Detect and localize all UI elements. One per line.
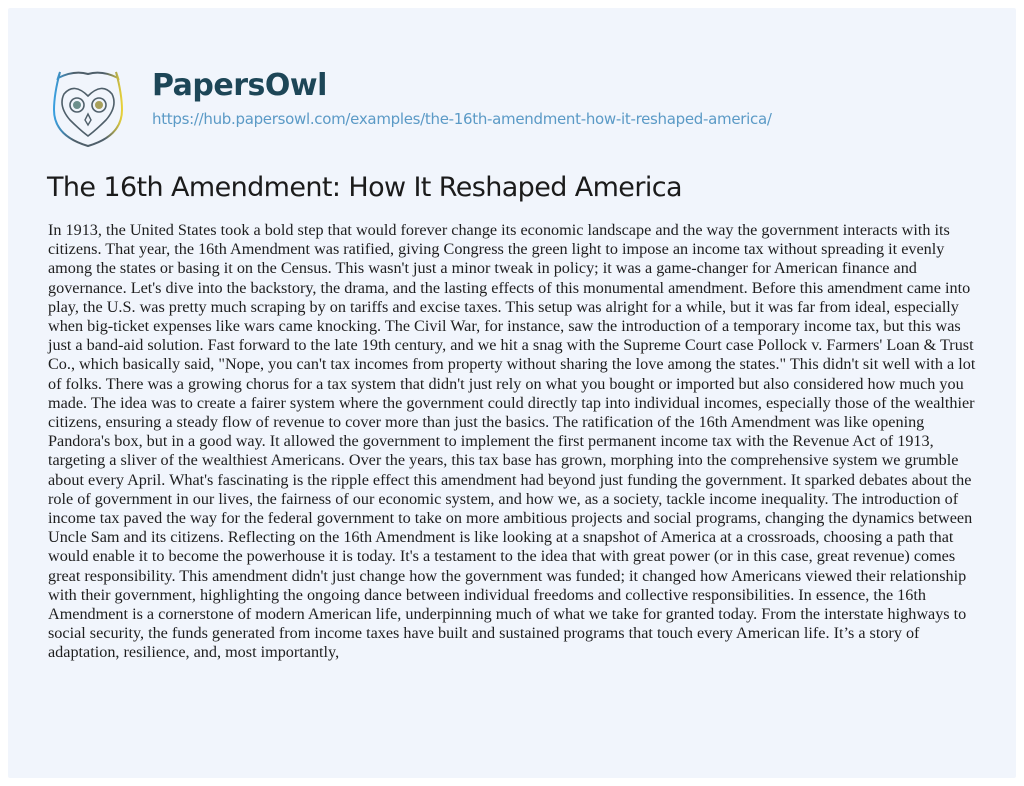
body-line: with their government, highlighting the ongoing dance between individual freedoms and collective responsibilities. In essence, the 16th xyxy=(48,585,926,604)
body-line: targeting a sliver of the wealthiest Americans. Over the years, this tax base has grown, morphing into the comprehensive system we grumble xyxy=(48,451,959,470)
body-line: Amendment is a cornerstone of modern American life, underpinning much of what we take for granted today. From the interstate highways to xyxy=(48,605,967,624)
body-line: great responsibility. This amendment didn't just change how the government was funded; it changed how Americans viewed their relationship xyxy=(48,566,967,585)
body-line: In 1913, the United States took a bold step that would forever change its economic landscape and the way the government interacts with its xyxy=(48,221,950,239)
body-line: citizens, ensuring a steady flow of revenue to cover more than just the basics. The ratification of the 16th Amendment was like opening xyxy=(48,413,925,432)
body-line: role of government in our lives, the fairness of our economic system, and how we, as a society, tackle income inequality. The introduction of xyxy=(48,489,959,508)
body-line: when big-ticket expenses like wars came knocking. The Civil War, for instance, saw the introduction of a temporary income tax, but this was xyxy=(48,317,961,336)
body-line: of folks. There was a growing chorus for a tax system that didn't just rely on what you bought or imported but also considered how much you xyxy=(48,374,964,393)
body-line: income tax paved the way for the federal government to take on more ambitious projects and social programs, changing the dynamics between xyxy=(48,509,973,528)
body-line: play, the U.S. was pretty much scraping by on tariffs and excise taxes. This setup was alright for a while, but it was far from ideal, especially xyxy=(48,297,959,316)
body-line: social security, the funds generated from income taxes have built and sustained programs that touch every American life. It’s a story of xyxy=(48,624,920,643)
body-line: governance. Let's dive into the backstory, the drama, and the lasting effects of this monumental amendment. Before this amendment came into xyxy=(48,278,971,297)
body-line: Co., which basically said, "Nope, you can't tax incomes from property without sharing the love among the states." This didn't sit well with a lot xyxy=(48,355,976,374)
source-url-link[interactable]: https://hub.papersowl.com/examples/the-16th-amendment-how-it-reshaped-america/ xyxy=(152,110,772,128)
article-title: The 16th Amendment: How It Reshaped America xyxy=(47,172,682,203)
body-line: would enable it to become the powerhouse it is today. It's a testament to the idea that with great power (or in this case, great revenue) comes xyxy=(48,547,956,566)
owl-logo-icon xyxy=(48,64,128,150)
body-line: adaptation, resilience, and, most importantly, xyxy=(48,643,340,662)
brand-header xyxy=(48,62,772,152)
body-line: just a band-aid solution. Fast forward to the late 19th century, and we hit a snag with the Supreme Court case Pollock v. Farmers' Loan & Trust xyxy=(48,336,974,355)
body-line: Uncle Sam and its citizens. Reflecting on the 16th Amendment is like looking at a snapshot of America at a crossroads, choosing a path that xyxy=(48,528,954,547)
article-body xyxy=(48,221,978,663)
body-line: Pandora's box, but in a good way. It allowed the government to implement the first permanent income tax with the Revenue Act of 1913, xyxy=(48,432,934,451)
body-line: made. The idea was to create a fairer system where the government could directly tap into individual incomes, especially those of the wealthier xyxy=(48,393,975,412)
body-line: about every April. What's fascinating is the ripple effect this amendment had beyond just funding the government. It sparked debates about the xyxy=(48,470,972,489)
brand-name[interactable]: PapersOwl xyxy=(152,68,327,103)
brand-block xyxy=(152,68,772,128)
body-line: among the states or basing it on the Census. This wasn't just a minor tweak in policy; it was a game-changer for American finance and xyxy=(48,259,917,278)
body-line: citizens. That year, the 16th Amendment was ratified, giving Congress the green light to impose an income tax without spreading it evenly xyxy=(48,240,945,259)
